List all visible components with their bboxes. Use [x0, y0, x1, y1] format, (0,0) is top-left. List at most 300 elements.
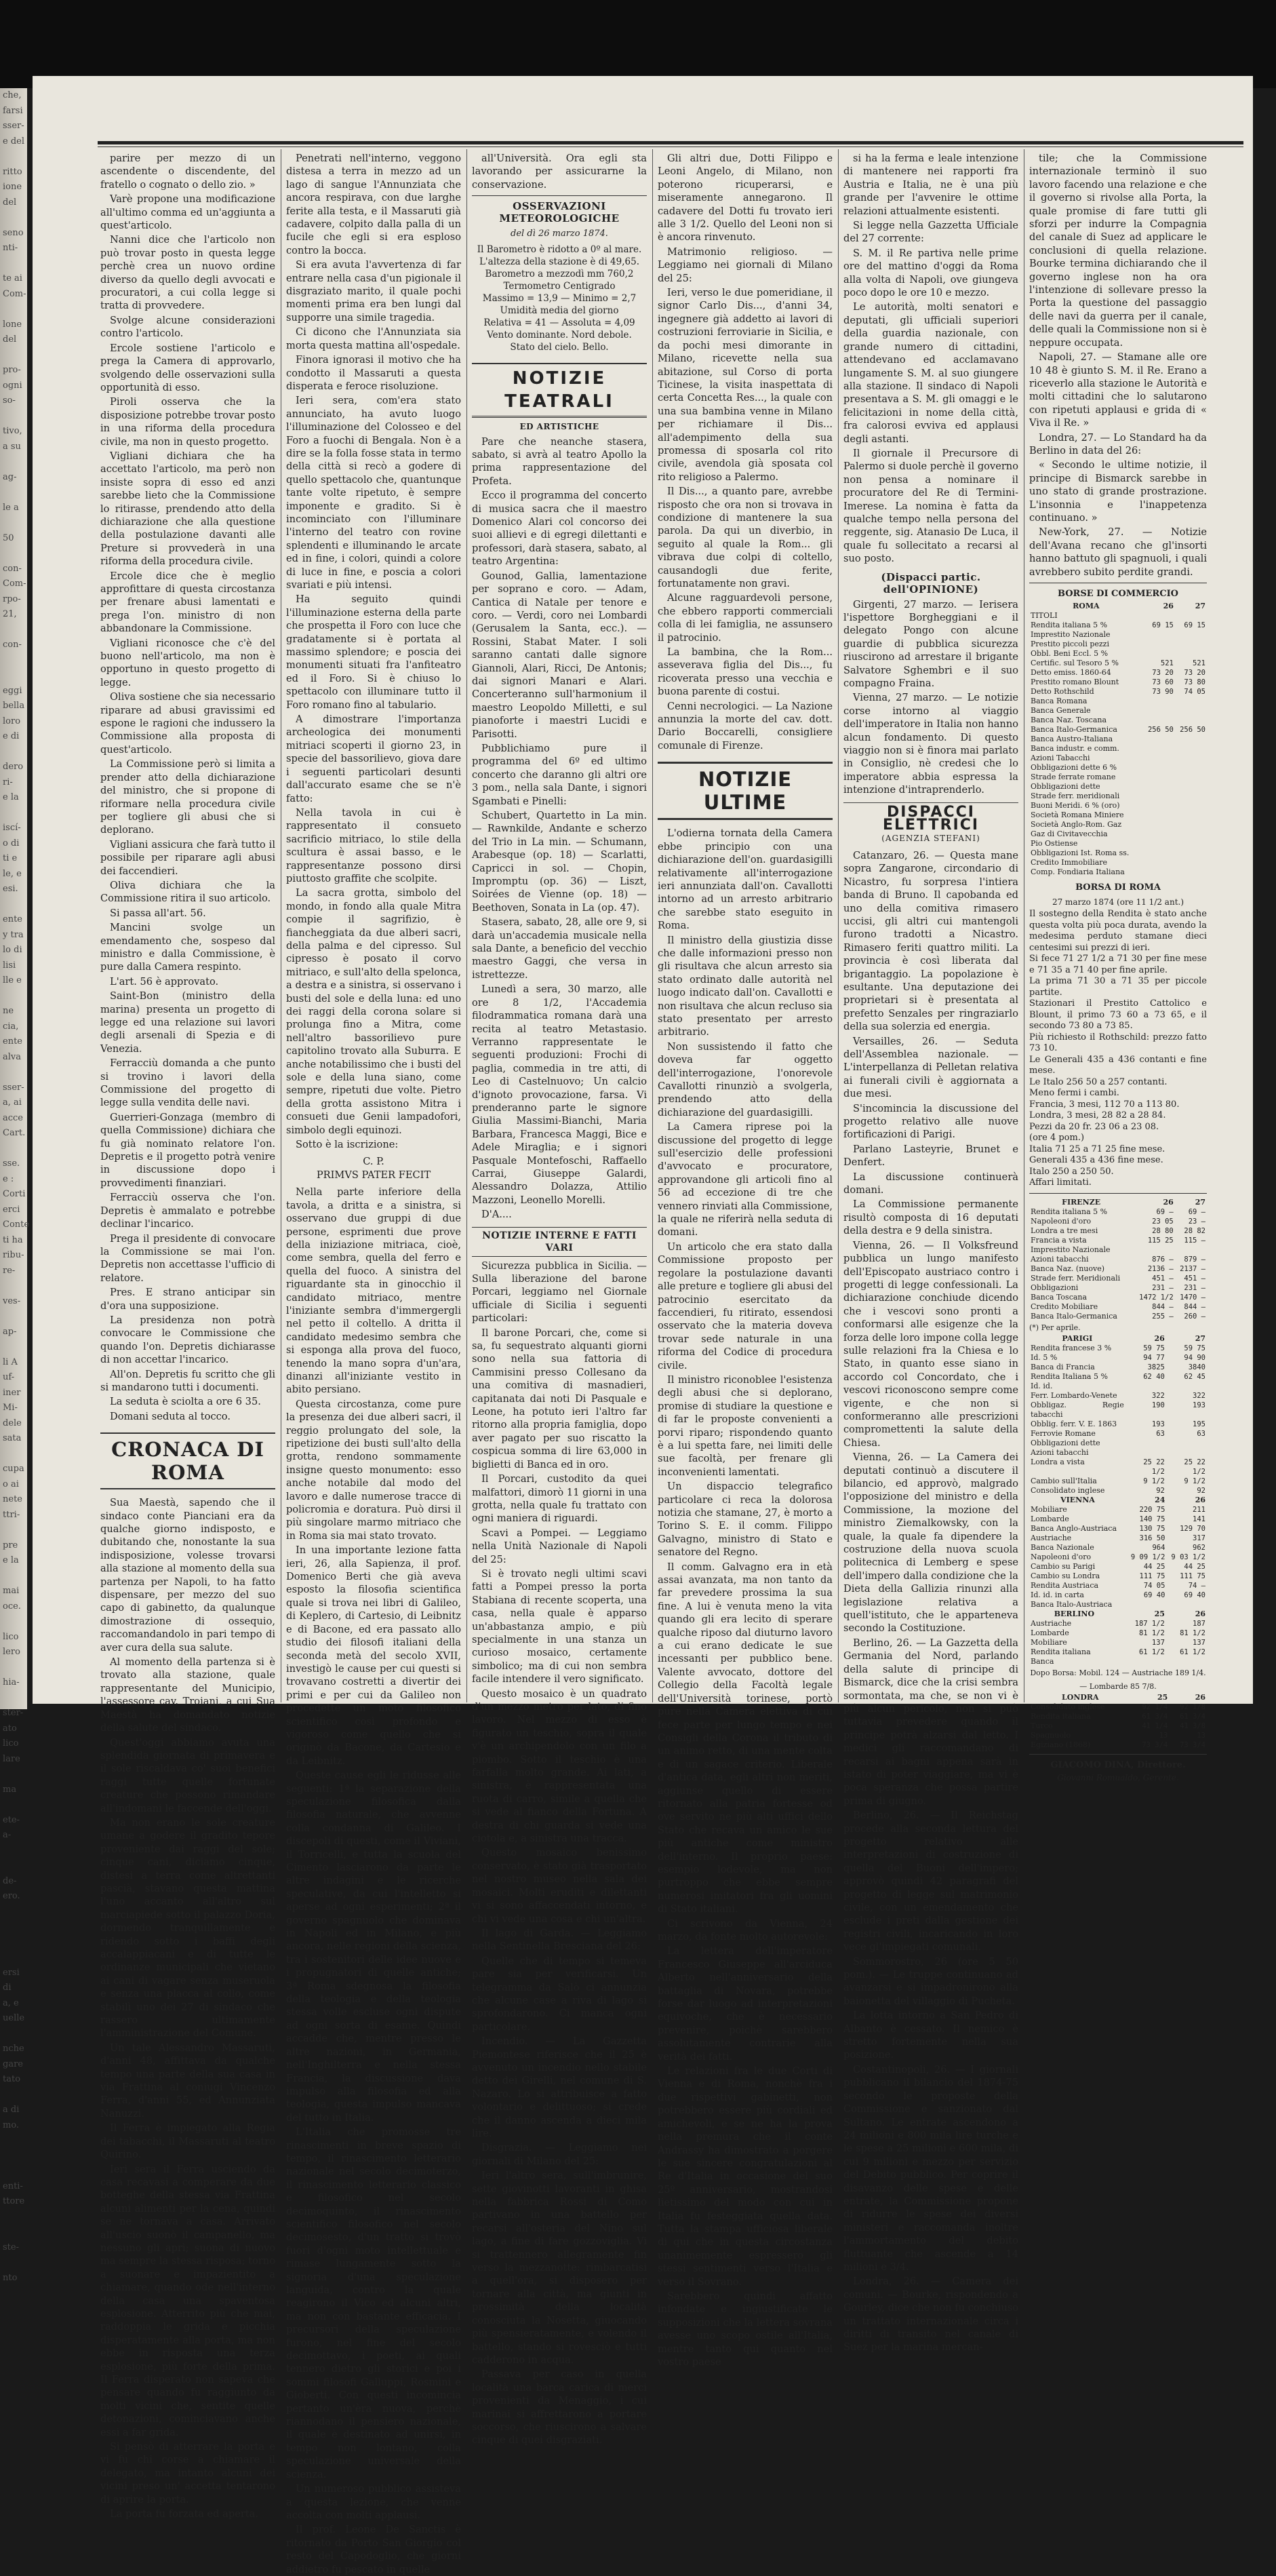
table-header: FIRENZE — [1062, 1197, 1101, 1207]
edge-text-fragment: a di — [3, 2105, 20, 2115]
edge-text-fragment — [0, 302, 27, 317]
security-name: Consolidato inglese — [1031, 1486, 1105, 1496]
paragraph: Si è trovato negli ultimi scavi fatti a Pompei presso la porta Stabiana di recente scoperta, una casa, nella quale è apparso un'abbastanza ampio, e più specialmente in una stanza un curioso mosaico, certamente simbolico; ma di cui non sembra facile intendere il vero significato. — [472, 1567, 647, 1685]
table-row — [1029, 640, 1207, 649]
paragraph: Prega il presidente di convocare la Commissione se mai l'on. Depretis non accettasse l'ufficio di relatore. — [100, 1232, 275, 1284]
firenze-table — [1029, 1198, 1207, 1321]
table-row — [1029, 649, 1207, 659]
quote-value — [1133, 1245, 1174, 1255]
edge-text-fragment — [0, 1340, 27, 1355]
quote-value — [1143, 706, 1175, 716]
table-row — [1029, 773, 1207, 782]
edge-text-fragment: uelle — [3, 2013, 25, 2023]
paragraph: Costantinopoli, 26. — I giornali pubblicano il bilancio del 1874-75 secondo le proposte della Commissione e sanzionato dal Sultano. Le entrate ascendono a 24 milioni e 800 mila lire turche e le spese a 25 milioni e 600 mila, di cui 9 milioni e mezzo per servizio del Debito pubblico. Per coprire il disavanzo delle spese e delle entrate, la Commissione propone di ridurre le spese dei diversi ministeri e raccomanda inoltre l'ammortamento del debito fluttuante che ascende a 14 milioni e 3/4. — [843, 2063, 1018, 2273]
edge-text-fragment: nti- — [3, 243, 18, 253]
table-row — [1029, 1236, 1207, 1245]
edge-text-fragment: iscí- — [3, 823, 21, 833]
quote-value — [1143, 820, 1175, 830]
paragraph: si ha la ferma e leale intenzione di mantenere nei rapporti fra Austria e Italia, ne è una più grande per l'avvenire le ottime relazioni attualmente esistenti. — [843, 153, 1018, 217]
edge-text-fragment: e la — [3, 792, 19, 802]
edge-text-fragment — [0, 806, 27, 821]
edge-text-fragment — [0, 2133, 27, 2149]
paragraph: La seduta è sciolta a ore 6 35. — [110, 1396, 261, 1408]
paragraph: Stasera, sabato, 28, alle ore 9, si darà un'accademia musicale nella sala Dante, a beneficio del vecchio maestro Gaggi, che versa in istrettezze. — [472, 916, 647, 981]
inscription — [286, 1155, 461, 1182]
paragraph: A dimostrare l'importanza archeologica dei monumenti mitriaci scoperti il giorno 23, in specie del bassorilievo, giova dare i seguenti particolari desunti dall'accurato esame che se n'è fatto: — [286, 714, 461, 804]
column-6 — [1029, 152, 1207, 1783]
edge-text-fragment: pro- — [3, 365, 21, 375]
edge-text-fragment: ster- — [3, 1708, 24, 1718]
quote-value — [1175, 763, 1207, 773]
edge-text-fragment: Com- — [3, 288, 26, 299]
column-4 — [658, 152, 833, 2368]
edge-text-fragment — [0, 745, 27, 760]
quote-value: 94 77 — [1143, 1354, 1165, 1363]
edge-text-fragment — [0, 1797, 27, 1813]
security-name: Obbligazioni dette 6 % — [1031, 763, 1117, 773]
quote-value — [1143, 801, 1175, 811]
quote-value: 61 3/4 — [1142, 1712, 1168, 1721]
edge-text-fragment: ri- — [3, 777, 13, 787]
security-name: Obbligaz. Regie tabacchi — [1031, 1401, 1124, 1420]
quote-value: 69 15 — [1184, 621, 1205, 630]
quote-value — [1143, 773, 1175, 782]
quote-value: 231 — — [1152, 1283, 1174, 1292]
edge-text-fragment: y tra — [3, 929, 24, 940]
table-row — [1029, 1420, 1207, 1429]
quote-value: 63 — [1197, 1430, 1205, 1439]
table-row — [1029, 735, 1207, 744]
paragraph: Ma non erano le sole creature umane a godere il gradito tepore proveniente dai raggi del sole; cinque cani, diciamo cinque, distesi a terra come altrettanti pascià, stavano questa mattina l'uno accanto all'altro sul marciapiede sotto il palazzo Doria, dormendo tranquillamente e ridendo sotto i baffi degli accalappiacani e di tutte le ordinanze municipali che vietano ai cani di vagare senza museruola e senza una placca al collo, come stabilì uno dei 27 di sindaco che rassero ultimamente l'amministrazione del Comune. — [100, 1816, 275, 2040]
quote-value: 81 1/2 — [1138, 1629, 1165, 1638]
quote-value: 23 05 — [1152, 1217, 1174, 1226]
paragraph: all'Università. Ora egli sta lavorando per assicurarne la conservazione. — [472, 153, 647, 191]
security-name: Banca Italo-Austriaca — [1031, 1600, 1113, 1609]
quote-value: 187 — [1193, 1620, 1205, 1628]
paragraph: In una importante lezione fatta ieri, 26, alla Sapienza, il prof. Domenico Berti che già aveva esposto la filosofia scientifica quale si trova nei libri di Galileo, di Keplero, di Cartesio, di Leibnitz e di Bacone, ed era passato allo studio dei filosofi italiani della seconda metà del secolo XVII, investigò le cause per cui questi si trovavano costretti a divertir dei primi e per cui da Galileo non procedette un moto filosofico scientifico così profondo e vigoroso come quello che si originò da Bacone, da Cartesio e da Leibnitz. — [286, 1544, 461, 1767]
edge-text-fragment: con- — [3, 563, 22, 574]
paragraph: Catanzaro, 26. — Questa mane sopra Zangarone, circondario di Nicastro, fu sorpresa l'intiera banda di Bruno. Il capobanda ed uno della comitiva rimasero uccisi, gli altri cui mantengoli furono tradotti a Nicastro. Rimasero feriti quattro militi. La provincia è così liberata dal brigantaggio. La popolazione è esultante. Una deputazione dei proprietari si è presentata al prefetto Senzales per ringraziarlo della sua solerzia ed energia. — [843, 849, 1018, 1033]
quote-value — [1166, 1600, 1207, 1609]
table-row — [1029, 763, 1207, 773]
edge-text-fragment: farsi — [3, 105, 23, 116]
table-row — [1029, 820, 1207, 830]
table-header: 26 — [1163, 1197, 1174, 1207]
table-row — [1029, 744, 1207, 754]
edge-text-fragment: nete — [3, 1494, 22, 1504]
quote-value — [1143, 858, 1175, 867]
paragraph: Ieri, verso le due pomeridiane, il signor Carlo Dis..., d'anni 34, ingegnere già addetto ai lavori di costruzioni ferroviarie in Sicilia, e da pochi mesi dimorante in Milano, ricevette nella sua abitazione, sul Corso di porta Ticinese, la visita inaspettata di certa Concetta Res..., la quale con una sua bambina venne in Milano per richiamare il Dis... all'adempimento della sua promessa di sposarla col rito civile, avendola già sposata col rito religioso a Palermo. — [658, 287, 833, 483]
dispacci-elettrici-body — [843, 849, 1018, 2354]
edge-text-fragment: ttore — [3, 2196, 25, 2206]
quote-value: 9 1/2 — [1184, 1477, 1205, 1486]
security-name: Londra a vista — [1031, 1458, 1085, 1467]
quote-value — [1143, 649, 1175, 659]
edge-text-fragment: enti- — [3, 2181, 23, 2191]
security-name: Obbligazioni dette — [1031, 1439, 1100, 1448]
table-row — [1029, 1429, 1207, 1439]
direttore: GIACOMO DINA, Direttore. — [1050, 1759, 1186, 1770]
quote-value: 73 20 — [1184, 669, 1205, 678]
edge-text-fragment: a, e — [3, 1997, 19, 2008]
edge-text-fragment — [0, 653, 27, 669]
edge-text-fragment — [0, 1614, 27, 1630]
paragraph: Ercole sostiene l'articolo e prega la Camera di approvarlo, svolgendo delle osservazioni sulla opportunità di esso. — [100, 342, 275, 393]
edge-text-fragment — [0, 1660, 27, 1676]
table-row — [1029, 1344, 1207, 1353]
quote-value — [1175, 792, 1207, 801]
edge-text-fragment: lico — [3, 1631, 19, 1642]
paragraph: Pare che neanche stasera, sabato, si avrà al teatro Apollo la prima rappresentazione del Profeta. — [472, 435, 647, 487]
meteo-observations — [472, 243, 647, 353]
edge-text-fragment — [0, 2027, 27, 2042]
table-row — [1029, 1721, 1207, 1731]
column-1 — [100, 152, 275, 2520]
edge-text-fragment: lisi — [3, 960, 16, 971]
paragraph: La bambina, che la Rom... asseverava figlia del Dis..., fu ricoverata presso una vecchia e buona parente di costui. — [658, 646, 833, 698]
table-row — [1029, 621, 1207, 630]
quote-value: 322 — [1151, 1392, 1165, 1401]
paragraph: La discussione continuerà domani. — [843, 1171, 1018, 1196]
dopo-borsa: Dopo Borsa: Mobil. 124 — Austriache 189 1/4. — Lombarde 85 7/8. — [1030, 1668, 1206, 1691]
paragraph: Ci dicono che l'Annunziata sia morta questa mattina all'ospedale. — [286, 326, 461, 351]
paragraph: Un numeroso pubblico assisteva a questa lezione, che venne accolta con molti applausi. — [286, 2483, 461, 2521]
quote-value — [1166, 1439, 1207, 1448]
paragraph: Parlano Lasteyrie, Brunet e Denfert. — [843, 1143, 1018, 1169]
quote-value — [1166, 1657, 1207, 1666]
paragraph: Il ministro riconoblee l'esistenza degli abusi che si deplorano, promise di studiare la questione e di far le proposte convenienti a porvi riparo; rispondendo quanto è a lui spetta fare, nei limiti delle sue facoltà, per frenare gli inconvenienti lamentati. — [658, 1373, 833, 1478]
paragraph: New-York, 27. — Notizie dell'Avana recano che gl'insorti hanno battuto gli spagnuoli, i quali avrebbero subito perdite grandi. — [1029, 526, 1207, 578]
edge-text-fragment: ente — [3, 914, 22, 924]
edge-text-fragment: ap- — [3, 1326, 17, 1337]
table-header: 26 — [1195, 1609, 1205, 1619]
table-row — [1029, 1293, 1207, 1302]
security-name: Credito Immobiliare — [1031, 858, 1108, 867]
edge-text-fragment: te ai — [3, 273, 22, 284]
edge-text-fragment: ero. — [3, 1891, 20, 1901]
table-row — [1029, 697, 1207, 706]
quote-value: 879 — — [1184, 1255, 1205, 1264]
security-name: Società Anglo-Rom. Gaz — [1031, 820, 1122, 830]
table-header: 26 — [1154, 1334, 1165, 1344]
edge-text-fragment: pre — [3, 1540, 18, 1550]
paragraph: S. M. il Re partiva nelle prime ore del mattino d'oggi da Roma alla volta di Napoli, ove giungeva poco dopo le ore 10 e mezzo. — [843, 247, 1018, 299]
table-row — [1029, 630, 1207, 640]
paragraph: Berlino, 26. — Il Reichstag procede alla seconda lettura del progetto relativo alle interpretazioni di costruzione di quella del Buoni dell'impero; approvò quindi 42 paragrafi del progetto di legge sul matrimonio civile, con un emendamento che esclude i preti dalla gestione dei registri civili, incaricando in loro vece gl'impiegati comunali. — [843, 1810, 1018, 1953]
column-3-intro — [472, 152, 647, 191]
quote-value: 220 75 — [1139, 1506, 1165, 1515]
security-name: Banca Naz. (nuove) — [1031, 1264, 1105, 1273]
paragraph: Nella parte inferiore della tavola, a dritta e a sinistra, si osservano due gruppi di due persone, esprimenti due prove della iniziazione mitriaca, cioè, come sembra, quella del ferro e quella del fuoco. A sinistra del riguardante sta in ginocchio il candidato mitriaco, mentre l'iniziante sembra d'immergergli nel petto il coltello. A dritta il candidato medesimo sembra che si esponga alla prova del fuoco, tenendo la mano sopra d'un'ara, dinanzi all'iniziante vestito in abito persiano. — [286, 1186, 461, 1396]
column-2-body — [286, 152, 461, 1151]
quote-value: 73 3/4 — [1180, 1740, 1205, 1749]
security-name: Comp. Fondiaria Italiana — [1031, 867, 1125, 877]
edge-text-fragment: tato — [3, 2074, 21, 2084]
teatri-subheading: ED ARTISTICHE — [519, 421, 599, 431]
security-name: Napoleoni d'oro — [1031, 1216, 1092, 1226]
paragraph: Stato del cielo. Bello. — [510, 341, 609, 353]
edge-text-fragment — [0, 256, 27, 272]
paragraph: D'A.... — [481, 1209, 512, 1221]
security-name: Rendita italiana — [1031, 1711, 1091, 1721]
edge-text-fragment — [0, 1141, 27, 1157]
edge-text-fragment: ne — [3, 1006, 14, 1016]
table-row — [1029, 1657, 1207, 1666]
divider — [472, 195, 647, 196]
security-name: Banca — [1031, 1657, 1054, 1666]
paragraph: Ha seguito quindi l'illuminazione esterna della parte che prospetta il Foro con luce che gradatamente si è portata al massimo splendore; e poscia dei monumenti situati fra l'anfiteatro ed il Foro. Si è chiuso lo spettacolo con illuminare tutto il Foro romano fino al tabulario. — [286, 593, 461, 711]
edge-text-fragment — [0, 1905, 27, 1920]
paragraph: Girgenti, 27 marzo. — Ierisera l'ispettore Borgheggiani e il delegato Pongo con alcune guardie di pubblica sicurezza riuscirono ad arrestare il brigante Salvatore Sghembri e il suo compagno Fraina. — [843, 598, 1018, 690]
paragraph: Ercole dice che è meglio approfittare di questa circostanza per frenare abusi lamentati e prega l'on. ministro di non abbandonare la Commissione. — [100, 570, 275, 635]
quote-value — [1175, 649, 1207, 659]
security-name: Mobiliare — [1031, 1638, 1067, 1647]
aprile-note: (*) Per aprile. — [1029, 1323, 1081, 1332]
paragraph: L'Italia che promosse tre rinascimenti in breve spazio di tempo, il rinascimento letterario nazionale nel secolo decimoterzo, il rinascimento letterario classico e filosofico nel secolo decimoquinto, il rinascimento scientifico filosofico nel secolo decimosesto, d'un tratto si trovò fuori d'ogni moto intellettuale e rimase lungamente sotto la signoria d'una speculazione languida, contro la quale reagirono il Vico ed alcuni altri, ma non con bastante efficacia. I precursori della speculazione furono, nel fine del secolo decimottavo, i poeti, ai quali tennero dietro gli storici e poi i sommi filosofi Galluppi, Rosmini e Gioberti. Con questi incomincia pertanto un'èra nuova, perchè riannodano il pensiero nazionale, il quale è destinato ad unirsi, in tempo non lontano, colla speculazione universale della scienza. — [286, 2126, 461, 2480]
edge-text-fragment: hia- — [3, 1677, 20, 1687]
table-row — [1029, 1283, 1207, 1293]
edge-text-fragment: 50 — [3, 532, 14, 543]
table-header: 24 — [1155, 1496, 1165, 1505]
vienna-table — [1029, 1496, 1207, 1609]
quote-value: 521 — [1160, 659, 1174, 668]
table-row — [1029, 1274, 1207, 1283]
table-row — [1029, 659, 1207, 668]
quote-value: 130 75 — [1139, 1525, 1165, 1534]
quote-value: 1470 — — [1180, 1293, 1205, 1302]
security-name: Rendita Austriaca — [1031, 1581, 1099, 1591]
quote-value: 23 — — [1188, 1217, 1205, 1226]
paragraph: Varè propone una modificazione all'ultimo comma ed un'aggiunta a quest'articolo. — [100, 193, 275, 232]
edge-text-fragment — [0, 1691, 27, 1706]
edge-text-fragment: uf- — [3, 1372, 15, 1382]
paragraph: Il giornale il Precursore di Palermo si duole perchè il governo non pensa a nominare il procuratore del Re di Termini-Imerese. La nomina è fatta da qualche tempo nella persona del reggente, sig. Atanasio De Luca, il quale fu sollecitato a recarsi al suo posto. — [843, 447, 1018, 565]
paragraph: « Secondo le ultime notizie, il principe di Bismarck sarebbe in uno stato di grande prostrazione. L'insonnia e l'inappetenza continuano. » — [1029, 459, 1207, 524]
table-row — [1029, 1534, 1207, 1543]
edge-text-fragment: seno — [3, 227, 24, 238]
quote-value — [1175, 867, 1207, 877]
paragraph: Ieri l'altro sera, sull'imbrunire, sette giovinotti lavoranti in ghisa nella fabbrica Rossi di Como partivano in una battello per recarsi all'osteria del Nino sul lago, a fine di fare gozzoviglia. Vi si trattennero allegramente fin verso la mezzanotte: rimbarcatisi a quell'ora, si disposero per tornare alla città, ma giunti in prossimità della località conosciuta la Nosetta, giuocando più spensieratamente, e volendo il battello, stando si rovesciò e tutti cadderono in acqua. — [472, 2170, 647, 2366]
paragraph: Termometro Centigrado — [503, 280, 616, 292]
paragraph: Svolge alcune considerazioni contro l'articolo. — [100, 314, 275, 340]
column-2 — [286, 152, 461, 2575]
paragraph: L'art. 56 è approvato. — [110, 975, 219, 988]
security-name: Azioni Tabacchi — [1031, 754, 1090, 763]
paragraph: Sua Maestà, sapendo che il sindaco conte Pianciani era da qualche giorno indisposto, e dubitando che, nonostante la sua indisposizione, volesse trovarsi alla stazione al momento della sua partenza per Napoli, to ha fatto dispensare, per mezzo del suo capo di gabinetto, da qualunque dimostrazione di ossequio, raccomandandolo in pari tempo di aver cura della sua salute. — [100, 1497, 275, 1654]
security-name: Ferr. Lombardo-Venete — [1031, 1391, 1117, 1401]
quote-value: 195 — [1193, 1420, 1205, 1429]
table-header: PARIGI — [1062, 1334, 1093, 1344]
security-name: Azioni tabacchi — [1031, 1448, 1089, 1458]
quote-value — [1175, 848, 1207, 858]
quote-value: 876 — — [1152, 1255, 1174, 1264]
edge-text-fragment: e del — [3, 136, 24, 147]
quote-value — [1175, 706, 1207, 716]
quote-value — [1175, 697, 1207, 706]
paragraph: Sotto è la iscrizione: — [296, 1139, 399, 1151]
table-header: 26 — [1195, 1496, 1205, 1505]
edge-text-fragment — [0, 2225, 27, 2240]
security-name: Banca industr. e comm. — [1031, 744, 1119, 754]
quote-value: 451 — — [1152, 1274, 1174, 1283]
quotation-table — [1029, 1693, 1207, 1750]
table-row — [1029, 1553, 1207, 1562]
quote-value: 94 90 — [1184, 1354, 1205, 1363]
paragraph: Incendio. — La Gazzetta Piemontese riferisce che il 25 è avvenuto un incendio nello stabile detto dei Girelli, nel comune di S. Nazaro. Lo si attribuisce a fatto volontario e delittuoso; si crede che il danno ascenda a dieci mila lire. — [472, 2035, 647, 2139]
table-row — [1029, 716, 1207, 725]
edge-text-fragment — [0, 1950, 27, 1966]
quote-value — [1143, 792, 1175, 801]
agenzia-stefani: (AGENZIA STEFANI) — [881, 833, 980, 843]
edge-text-fragment: eggi — [3, 685, 22, 696]
quote-value: 73 3/4 — [1142, 1740, 1168, 1749]
edge-text-fragment: mo. — [3, 2120, 20, 2130]
paragraph: Gli altri due, Dotti Filippo e Leoni Angelo, di Milano, non poterono ricuperarsi, e miseramente annegarono. Il cadavere del Dotti fu trovato ieri alle 3 1/2. Quello del Leoni non si è ancora rinvenuto. — [658, 153, 833, 243]
paragraph: Relativa = 41 — Assoluta = 4,09 — [483, 317, 635, 328]
security-name: Certific. sul Tesoro 5 % — [1031, 659, 1119, 668]
security-name: Id. id. in carta — [1031, 1591, 1084, 1600]
quote-value — [1175, 811, 1207, 820]
column-3 — [472, 152, 647, 2446]
paragraph: La porta fu forzata ed aperta. — [110, 2508, 259, 2520]
edge-text-fragment — [0, 1858, 27, 1874]
paragraph: Queste cause egli le ridusse alle seguenti: 1ª la separazione della speculazione filosofica dalla filosofia naturale, che avvenne colla condanna di Galileo. I discepoli di questi, come il Viviani, il Torricelli, e tutta la scuola del Cimento lasciarono da parte le altre indagini e le ricerche speculative, da cui l'intelletto si aperse ad ogni esperimenti; 2ª il governo spagnuolo che dominava in Napoli ed in Milano, e più ancora, nelle regioni della scienza, tra i sostenitori delle idee nuove e i propugnatori di quelle antiche; 3ª Roma sdegnosa la filosofia della teologia e della teologia stessa volle escluse ogni dispute ad ogni sorta di esame. Quindi accadde che, mentre presso le altre nazioni, in Germania, nell'Inghilterra e nella stessa Francia, la discussione dava impulso alla filosofia ed alla teologia, questa impulso mancava del tutto in Italia. — [286, 1770, 461, 2124]
quote-value: 844 — — [1184, 1302, 1205, 1311]
table-row — [1029, 830, 1207, 839]
quote-value: 69 15 — [1152, 621, 1174, 630]
edge-text-fragment: rpo- — [3, 593, 21, 604]
edge-text-fragment: cia, — [3, 1021, 19, 1032]
quote-value: 231 — — [1184, 1283, 1205, 1292]
quote-value — [1119, 1657, 1166, 1666]
edge-text-fragment: o di — [3, 838, 20, 848]
table-row — [1029, 1619, 1207, 1628]
security-name: Obbl. Beni Eccl. 5 % — [1031, 649, 1109, 659]
edge-text-fragment: ag- — [3, 471, 17, 482]
security-name: Lombarde — [1031, 1515, 1069, 1524]
table-row — [1029, 1702, 1207, 1712]
security-name: Pio Ostiense — [1031, 839, 1078, 848]
security-name: Banca Naz. Toscana — [1031, 716, 1107, 725]
edge-text-fragment: con- — [3, 640, 22, 650]
quote-value: 59 75 — [1143, 1344, 1165, 1353]
security-name: Banca di Francia — [1031, 1363, 1095, 1372]
table-row — [1029, 1217, 1207, 1226]
paragraph: Massimo = 13,9 — Minimo = 2,7 — [482, 292, 637, 304]
quote-value: 73 20 — [1152, 669, 1174, 678]
edge-text-fragment: bella — [3, 701, 25, 711]
security-name: Consolidato inglese — [1031, 1702, 1105, 1711]
table-row — [1029, 811, 1207, 820]
security-name: Spagnuolo — [1031, 1730, 1071, 1740]
quote-value — [1175, 611, 1207, 621]
security-name: Banca Italo-Germanica — [1031, 725, 1117, 735]
edge-text-fragment — [0, 2164, 27, 2179]
paragraph: Meno fermi i cambi. — [1029, 1088, 1119, 1099]
table-row — [1029, 1391, 1207, 1401]
paragraph: Italo 250 a 250 50. — [1029, 1166, 1114, 1177]
quote-value — [1175, 773, 1207, 782]
paragraph: Italia 71 25 a 71 25 fine mese. — [1029, 1144, 1165, 1154]
table-row — [1029, 1712, 1207, 1721]
edge-text-fragment: Mi- — [3, 1403, 18, 1413]
security-name: Rendita italiana — [1031, 1647, 1091, 1657]
paragraph: Mancini svolge un emendamento che, sospeso dal ministro e dalla Commissione, è pure dalla Camera respinto. — [100, 922, 275, 973]
security-name: Cambio sull'Italia — [1031, 1477, 1097, 1486]
quote-value: 844 — — [1152, 1302, 1174, 1311]
quote-value — [1143, 735, 1175, 744]
edge-text-fragment — [0, 2255, 27, 2271]
paragraph: La Commissione permanente risultò composta di 16 deputati della destra e 9 della sinistra. — [843, 1198, 1018, 1237]
paragraph: Ieri sera, com'era stato annunciato, ha avuto luogo l'illuminazione del Colosseo e del Foro a fuochi di Bengala. Non è a dire se la folla fosse stata in termo della città si recò a godere di quello spettacolo che, quantunque tante volte ripetuto, è sempre imponente e gradito. Si è incominciato con l'illuminare l'interno del teatro con rovine splendenti e illuminando le arcate ed in fine, i colori, quindi a colore di luce in fine, e poscia a colori svariati e più intensi. — [286, 395, 461, 591]
paragraph: La presidenza non potrà convocare le Commissione che quando l'on. Depretis dichiarasse di non accettar l'incarico. — [100, 1314, 275, 1366]
paragraph: Schubert, Quartetto in La min. — Rawnkilde, Andante e scherzo del Trio in La min. — Schumann, Arabesque (op. 18) — Scarlatti, Capricci in sol. — Chopin, Impromptu (op. 36) — Liszt, Soirées de Vienne (op. 18) — Beethoven, Sonata in La (op. 47). — [472, 810, 647, 914]
table-row — [1029, 782, 1207, 792]
table-row — [1029, 839, 1207, 848]
table-header: 25 — [1157, 1692, 1168, 1702]
column-4-body — [658, 152, 833, 752]
edge-text-fragment — [0, 348, 27, 364]
column-divider — [466, 149, 467, 1702]
paragraph: Pezzi da 20 fr. 23 06 a 23 08. — [1029, 1121, 1159, 1132]
security-name: Banca Italo-Germanica — [1031, 1311, 1117, 1321]
edge-text-fragment: re- — [3, 1265, 16, 1276]
dispacci-particolari-body — [843, 598, 1018, 797]
edge-text-fragment: nto — [3, 2272, 18, 2283]
table-header: 27 — [1195, 1334, 1205, 1344]
security-name: Cambio su Parigi — [1031, 1562, 1096, 1572]
paragraph: Non sussistendo il fatto che doveva far oggetto dell'interrogazione, l'onorevole Cavallotti rinunziò a svolgerla, prendendo atto della dichiarazione del guardasigilli. — [658, 1040, 833, 1118]
borsa-roma-heading: BORSA DI ROMA — [1075, 882, 1161, 893]
paragraph: Il comm. Galvagno era in età assai avanzata, ma non tanto da far prevedere prossima la sua fine. A lui è venuta meno la vita quando gli era lecito di sperare qualche riposo dal diuturno lavoro a cui erano dedicate le sue incessanti per pubblico bene. Valente avvocato, dottore del Collegio della Facoltà legale dell'Università torinese, portò pure nella Camera elettiva di cui fece parte per lungo tempo e nei Consigli della Corona il tributo di un animo retto, di una mente colta e di un sagace criterio. Liberale d'antica data, egli altri non meriti, aggiunse quello di essere ritornato alla patria fortesse od ove servito ne più alti uffici dello Stato che recava un amico le sue più antiche come ministro dell'interno. Il proprio paese: esempio lodevole, ma non purtroppo che ebbe sempre numerosi imitatori fra gli uomini di Stato italiani. — [658, 1561, 833, 1915]
paragraph: Si legge nella Gazzetta Ufficiale del 27 corrente: — [843, 220, 1018, 245]
security-name: Turco — [1031, 1721, 1053, 1730]
table-row — [1029, 678, 1207, 687]
paragraph: Quelle che di tempo si temeva pare sia per verificarsi. Un telegramma da Salò ci annunzia che alcune case a riva di lago si sprofondarono. Ci manca ogni particolare. — [472, 1955, 647, 2033]
paragraph: Vigliani riconosce che c'è del buono nell'articolo, ma non è opportuno in questo progetto di legge. — [100, 637, 275, 688]
quote-value: 73 60 — [1152, 678, 1174, 687]
paragraph: Londra, 26. — Camera dei comuni. — Bourke, rispondendo a Gourley, dice che non fu conchiuso un trattato internazionale circa i diritti di transito nel canale di Suez per la marina mercan- — [843, 2276, 1018, 2354]
table-row — [1029, 1382, 1207, 1391]
edge-text-fragment: a- — [3, 1830, 12, 1840]
paragraph: Il barone Porcari, che, come si sa, fu sequestrato alquanti giorni sono nella sua fattoria di Cammisini presso Collesano da una comitiva di masnadieri, capitanata dai noti Di Pasquale e Leone, ha potuto ieri l'altro far ritorno alla propria famiglia, dopo aver pagato per suo riscatto la cospicua somma di lire 63,000 in biglietti di Banca ed in oro. — [472, 1327, 647, 1470]
quote-value: 62 40 — [1143, 1373, 1165, 1382]
paragraph: La Camera riprese poi la discussione del progetto di legge sull'esercizio delle professioni d'avvocato e procuratore, approvandone gli articoli fino al 56 ad eccezione di tre che vennero rinviati alla Commissione, la quale ne riferirà nella seduta di domani. — [658, 1121, 833, 1238]
paragraph: Francia, 3 mesi, 112 70 a 113 80. — [1029, 1099, 1180, 1110]
paragraph: Al momento della partenza si è trovato alla stazione, quale rappresentante del Municipio, l'assessore cav. Troiani, a cui Sua Maestà ha domandato notizie della salute del sindaco. — [100, 1656, 275, 1734]
paragraph: Cenni necrologici. — La Nazione annunzia la morte del cav. dott. Dario Boccarelli, consigliere comunale di Firenze. — [658, 700, 833, 752]
divider — [1029, 1193, 1207, 1194]
paragraph: (ore 4 pom.) — [1029, 1133, 1085, 1144]
paragraph: Alcune ragguardevoli persone, che ebbero rapporti commerciali colla di lei famiglia, ne assunsero il patrocinio. — [658, 592, 833, 644]
paragraph: Si era avuta l'avvertenza di far entrare nella casa d'un pigionale il disgraziato marito, il quale pochi momenti prima era ben lungi dal supporre una simile tragedia. — [286, 259, 461, 324]
paragraph: Finora ignorasi il motivo che ha condotto il Massaruti a questa disperata e feroce risoluzione. — [286, 354, 461, 392]
quote-value — [1143, 716, 1175, 725]
paragraph: Affari limitati. — [1029, 1177, 1092, 1188]
security-name: TITOLI — [1031, 611, 1058, 621]
edge-text-fragment — [0, 1919, 27, 1935]
table-row — [1029, 1740, 1207, 1750]
quote-value — [1175, 830, 1207, 839]
quote-value: 25 22 1/2 — [1143, 1458, 1165, 1477]
edge-text-fragment — [0, 1279, 27, 1294]
paragraph: Oliva dichiara che la Commissione ritira il suo articolo. — [100, 879, 275, 905]
quote-value — [1125, 1448, 1166, 1458]
quote-value: 111 75 — [1139, 1572, 1165, 1581]
paragraph: Disgrazia. — Leggiamo nei giornali di Milano del 25: — [472, 2142, 647, 2167]
paragraph: Il ministro della giustizia disse che dalle informazioni presso non gli risultava che alcun arresto sia stato ordinato dalle autorità nel luogo indicato dall'on. Cavallotti e non risultava che alcun recluso sia stato presentato per arresto arbitrario. — [658, 934, 833, 1038]
paragraph: Gounod, Gallia, lamentazione per soprano e coro. — Adam, Cantica di Natale per tenore e coro. — Verdi, coro nei Lombardi (Gerusalem la Santa, ecc.). — Rossini, Stabat Mater. I soli saranno cantati dalle signore Giannoli, Alari, Ricci, De Antonis; dai signori Manari e Alari. Concerteranno sull'harmonium il maestro Leopoldo Milletti, e sul pianoforte i maestri Lucidi e Parisotti. — [472, 570, 647, 740]
